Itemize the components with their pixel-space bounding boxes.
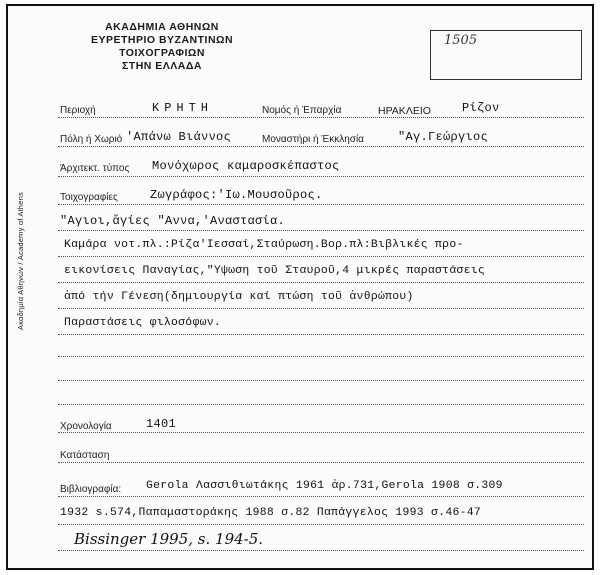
rule-line [58,256,584,257]
region-value: ΚΡΗΤΗ [152,101,214,115]
region-label: Περιοχή [60,105,96,116]
description-line-3: εικονίσεις Παναγίας,"Υψωση τοῦ Σταυροῦ,4 μικρές παραστάσεις [64,265,485,277]
rule-line [58,334,584,335]
rule-line [58,496,584,497]
arch-type-value: Μονόχωρος καμαροσκέπαστος [152,159,340,173]
prefecture-label: Νομός ή Έπαρχία [262,105,342,116]
rule-line [58,356,584,357]
rule-line [58,282,584,283]
bibliography-handwritten: Bissinger 1995, s. 194-5. [74,530,264,548]
town-label: Πόλη ή Χωριό [60,134,123,145]
rule-line [58,204,584,205]
card-number-box [430,30,582,80]
condition-label: Κατάσταση [60,450,110,461]
rule-line [58,230,584,231]
vertical-institution-label: Ακαδημία Αθηνών / Academy of Athens [16,192,25,330]
frescoes-value: Ζωγράφος:'Ιω.Μουσοῦρος. [150,188,323,202]
description-line-2: Καμάρα νοτ.πλ.:Ρίζα'Ιεσσαί,Σταύρωση.Βορ.πλ:Βιβλικές προ- [64,239,464,251]
description-line-1: "Αγιοι,ἅγίες "Αννα,'Αναστασία. [60,214,286,228]
monastery-label: Μοναστήρι ή Έκκλησία [262,134,364,145]
header-line-academy: ΑΚΑΔΗΜΙΑ ΑΘΗΝΩΝ [105,21,219,33]
prefecture-value: ΗΡΑΚΛΕΙΟ [378,105,431,117]
rule-line [58,176,584,177]
town-value: 'Απάνω Βιάννος [126,130,232,144]
header-line-greece: ΣΤΗΝ ΕΛΛΑΔΑ [121,60,203,72]
prefecture-extra: Ρίζον [462,101,500,115]
rule-line [58,404,584,405]
rule-line [58,380,584,381]
rule-line [58,524,584,525]
rule-line [58,462,584,463]
rule-line [58,308,584,309]
monastery-value: "Αγ.Γεώργιος [398,130,489,144]
rule-line [58,550,584,551]
card-header [52,21,272,73]
arch-type-label: Άρχιτεκτ. τύπος [60,163,130,174]
bibliography-line-2: 1932 s.574,Παπαμαστοράκης 1988 σ.82 Παπάγγελος 1993 σ.46-47 [60,507,481,519]
frescoes-label: Τοιχογραφίες [60,192,118,203]
bibliography-line-1: Gerola Λασσιθιωτάκης 1961 ἀρ.731,Gerola 1908 σ.309 [146,480,503,492]
card-number: 1505 [444,33,478,48]
description-line-5: Παραστάσεις φιλοσόφων. [64,317,221,329]
chronology-label: Χρονολογία [60,421,112,432]
bibliography-label: Βιβλιογραφία: [60,484,122,495]
header-line-index: ΕΥΡΕΤΗΡΙΟ ΒΥΖΑΝΤΙΝΩΝ ΤΟΙΧΟΓΡΑΦΙΩΝ [90,34,234,59]
rule-line [58,117,584,118]
chronology-value: 1401 [146,417,177,431]
rule-line [58,432,584,433]
rule-line [58,146,584,147]
description-line-4: ἀπό τήν Γένεση(δημιουργία καί πτώση τοῦ ἀνθρώπου) [64,291,414,303]
